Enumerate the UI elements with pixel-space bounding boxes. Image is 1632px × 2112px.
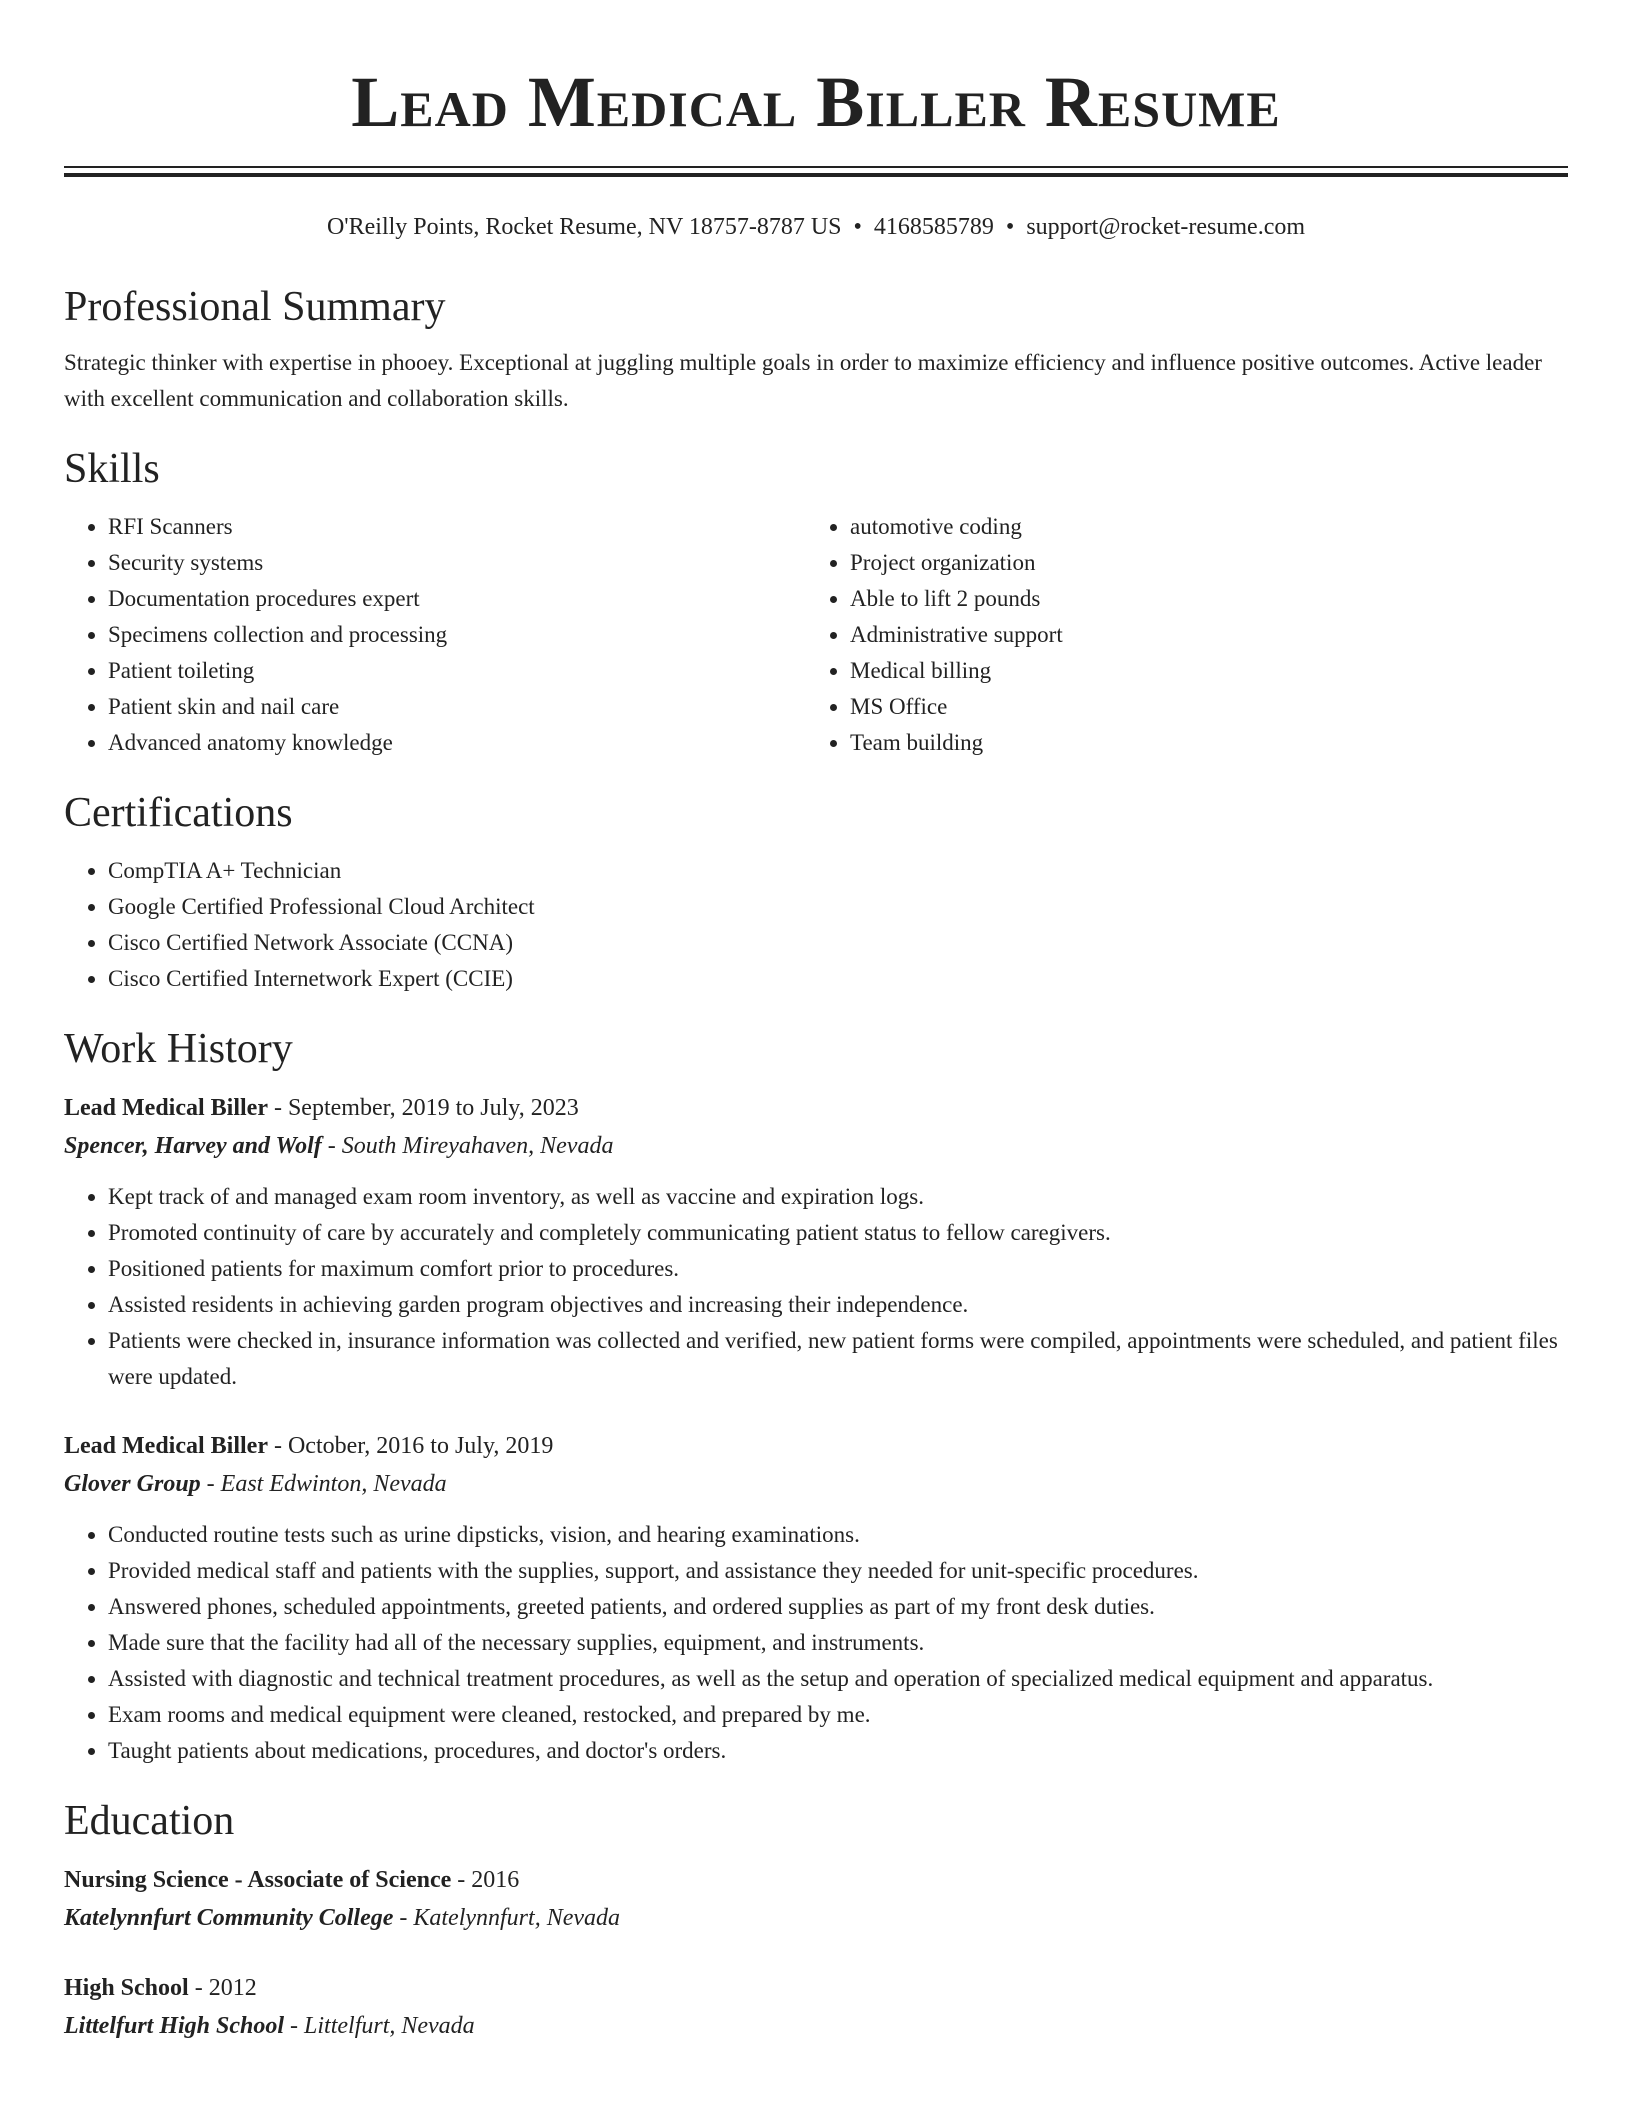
job-bullet: • Made sure that the facility had all of the necessary supplies, equipment, and instruments. (108, 1625, 1568, 1661)
certification-item: • CompTIA A+ Technician (108, 853, 1568, 889)
job-bullet: • Provided medical staff and patients with the supplies, support, and assistance they needed for unit-specific procedures. (108, 1553, 1568, 1589)
education-location: - Katelynnfurt, Nevada (393, 1905, 621, 1931)
work-history-heading: Work History (64, 1026, 293, 1072)
certification-item: • Cisco Certified Internetwork Expert (CCIE) (108, 961, 1568, 997)
education-degree-line (64, 1969, 1568, 2007)
job-bullets (64, 1517, 1568, 1769)
skill-item: • Administrative support (850, 617, 1548, 653)
contact-separator: • (853, 214, 862, 240)
certification-item: • Google Certified Professional Cloud Architect (108, 889, 1568, 925)
skill-item: • Project organization (850, 545, 1548, 581)
education-degree: Nursing Science - Associate of Science (64, 1867, 452, 1893)
contact-email: support@rocket-resume.com (1026, 214, 1306, 240)
job-title: Lead Medical Biller (64, 1433, 268, 1459)
resume-page (64, 0, 1568, 2045)
skills-list-left (64, 509, 806, 761)
skill-item: • Documentation procedures expert (108, 581, 806, 617)
skills-section (64, 443, 1568, 761)
education-school-line (64, 1899, 1568, 1937)
resume-title: Lead Medical Biller Resume (351, 62, 1281, 142)
education-location: - Littelfurt, Nevada (284, 2013, 475, 2039)
job-bullet: • Positioned patients for maximum comfort prior to procedures. (108, 1251, 1568, 1287)
skills-columns (64, 509, 1568, 761)
summary-section (64, 281, 1568, 417)
job-dates: - September, 2019 to July, 2023 (267, 1095, 579, 1121)
job-company: Spencer, Harvey and Wolf (64, 1133, 322, 1159)
skills-column-left (64, 509, 806, 761)
title-rule-thick (64, 173, 1568, 177)
job-bullet: • Answered phones, scheduled appointments, greeted patients, and ordered supplies as part of my front desk duties. (108, 1589, 1568, 1625)
job-company-line (64, 1465, 1568, 1503)
skill-item: • Team building (850, 725, 1548, 761)
job-bullet: • Patients were checked in, insurance information was collected and verified, new patient forms were compiled, appointments were scheduled, and patient files were updated. (108, 1323, 1568, 1395)
skill-item: • Able to lift 2 pounds (850, 581, 1548, 617)
certifications-list (64, 853, 1568, 997)
education-section (64, 1795, 1568, 2045)
education-school: Katelynnfurt Community College (64, 1905, 394, 1931)
certifications-section (64, 787, 1568, 997)
job-bullet: • Assisted with diagnostic and technical treatment procedures, as well as the setup and operation of specialized medical equipment and apparatus. (108, 1661, 1568, 1697)
job-dates: - October, 2016 to July, 2019 (267, 1433, 554, 1459)
work-history-section (64, 1023, 1568, 1769)
skill-item: • Security systems (108, 545, 806, 581)
job-bullet: • Assisted residents in achieving garden program objectives and increasing their independence. (108, 1287, 1568, 1323)
summary-heading: Professional Summary (64, 284, 446, 330)
contact-phone: 4168585789 (873, 214, 994, 240)
job-bullet: • Promoted continuity of care by accurately and completely communicating patient status to fellow caregivers. (108, 1215, 1568, 1251)
education-degree: High School (64, 1975, 189, 2001)
skill-item: • Patient skin and nail care (108, 689, 806, 725)
education-entry (64, 1969, 1568, 2045)
education-degree-line (64, 1861, 1568, 1899)
job-entry (64, 1427, 1568, 1769)
job-company: Glover Group (64, 1471, 201, 1497)
contact-line (64, 211, 1568, 243)
job-bullet: • Exam rooms and medical equipment were cleaned, restocked, and prepared by me. (108, 1697, 1568, 1733)
summary-text: Strategic thinker with expertise in phooey. Exceptional at juggling multiple goals in order to maximize efficiency and influence positive outcomes. Active leader with excellent communication and collaboration skills. (64, 350, 1542, 411)
job-bullet: • Kept track of and managed exam room inventory, as well as vaccine and expiration logs. (108, 1179, 1568, 1215)
skills-column-right (806, 509, 1548, 761)
education-school: Littelfurt High School (64, 2013, 285, 2039)
job-title: Lead Medical Biller (64, 1095, 268, 1121)
education-heading: Education (64, 1798, 235, 1844)
job-title-line (64, 1089, 1568, 1127)
contact-separator: • (1005, 214, 1015, 240)
skill-item: • Advanced anatomy knowledge (108, 725, 806, 761)
skill-item: • Specimens collection and processing (108, 617, 806, 653)
skill-item: • Patient toileting (108, 653, 806, 689)
certification-item: • Cisco Certified Network Associate (CCNA) (108, 925, 1568, 961)
job-title-line (64, 1427, 1568, 1465)
job-bullet: • Taught patients about medications, procedures, and doctor's orders. (108, 1733, 1568, 1769)
education-year: - 2016 (451, 1867, 520, 1893)
job-bullet: • Conducted routine tests such as urine dipsticks, vision, and hearing examinations. (108, 1517, 1568, 1553)
skill-item: • Medical billing (850, 653, 1548, 689)
skills-list-right (806, 509, 1548, 761)
job-location: - South Mireyahaven, Nevada (321, 1133, 614, 1159)
job-entry (64, 1089, 1568, 1395)
education-entry (64, 1861, 1568, 1937)
job-bullets (64, 1179, 1568, 1395)
job-company-line (64, 1127, 1568, 1165)
certifications-heading: Certifications (64, 790, 293, 836)
skill-item: • RFI Scanners (108, 509, 806, 545)
title-rule-thin (64, 166, 1568, 168)
education-school-line (64, 2007, 1568, 2045)
skill-item: • MS Office (850, 689, 1548, 725)
skills-heading: Skills (64, 446, 160, 492)
education-year: - 2012 (188, 1975, 257, 2001)
job-location: - East Edwinton, Nevada (200, 1471, 447, 1497)
contact-address: O'Reilly Points, Rocket Resume, NV 18757-8787 US (326, 214, 842, 240)
skill-item: • automotive coding (850, 509, 1548, 545)
